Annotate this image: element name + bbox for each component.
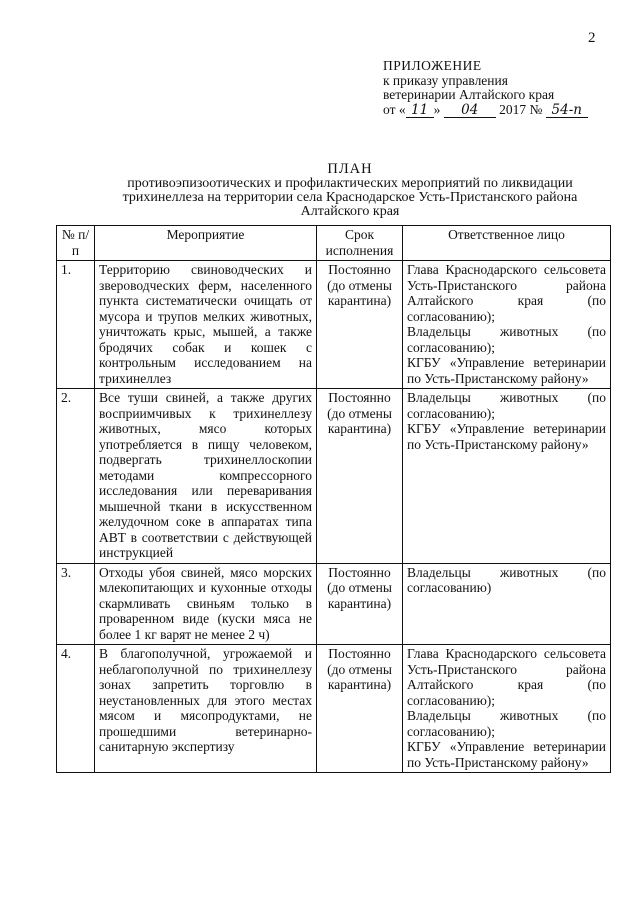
row-num: 4. [57, 645, 95, 773]
row-activity: В благополучной, угрожаемой и неблагополучной по трихинеллезу зонах запретить торговлю в неустановленных для этого местах мясом и мясопродуктами, не прошедшими ветеринарно-санитарную экспертизу [95, 645, 317, 773]
responsible-entry: Владельцы животных (по согласованию); [407, 708, 606, 739]
row-activity: Все туши свиней, а также других восприимчивых к трихинеллезу животных, мясо которых употребляется в пищу человеком, подвергать трихинеллоскопии методами компрессорного исследования или переваривания мышечной ткани в искусственном желудочном соке в аппаратах типа АВТ в соответствии с действующей инструкцией [95, 389, 317, 564]
table-row [57, 645, 611, 773]
row-activity: Отходы убоя свиней, мясо морских млекопитающих и кухонные отходы скармливать свиньям только в проваренном виде (куски мяса не более 1 кг варят не менее 2 ч) [95, 563, 317, 645]
row-responsible [403, 261, 611, 389]
responsible-entry: Владельцы животных (по согласованию) [407, 564, 606, 595]
plan-title-word: ПЛАН [327, 161, 373, 177]
row-num: 1. [57, 261, 95, 389]
table-row [57, 563, 611, 645]
responsible-entry: Владельцы животных (по согласованию); [407, 390, 606, 421]
row-responsible [403, 389, 611, 564]
row-num: 3. [57, 563, 95, 645]
table-row [57, 389, 611, 564]
date-year: 2017 № [499, 101, 543, 117]
header-responsible: Ответственное лицо [403, 226, 611, 261]
row-term: Постоянно (до отмены карантина) [317, 645, 403, 773]
row-term: Постоянно (до отмены карантина) [317, 261, 403, 389]
row-term: Постоянно (до отмены карантина) [317, 563, 403, 645]
row-activity: Территорию свиноводческих и звероводческих ферм, населенного пункта систематически очищать от мусора и трупов мелких животных, уничтожать крыс, мышей, а также бродячих собак и кошек с контрольным исследованием на трихинеллез [95, 261, 317, 389]
table-row [57, 261, 611, 389]
appendix-order-line: к приказу управления [383, 72, 508, 88]
row-responsible [403, 645, 611, 773]
responsible-entry: Владельцы животных (по согласованию); [407, 324, 606, 355]
header-term: Срок исполнения [317, 226, 403, 261]
handwritten-order-number: 54-п [546, 103, 588, 119]
plan-title [70, 162, 630, 219]
row-num: 2. [57, 389, 95, 564]
responsible-entry: Глава Краснодарского сельсовета Усть-Пристанского района Алтайского края (по согласованию); [407, 262, 606, 324]
date-prefix: от « [383, 101, 406, 117]
plan-table [56, 225, 611, 773]
appendix-department-line: ветеринарии Алтайского края [383, 87, 555, 102]
date-mid: » [433, 101, 441, 117]
responsible-entry: Глава Краснодарского сельсовета Усть-Пристанского района Алтайского края (по согласованию); [407, 646, 606, 708]
responsible-entry: КГБУ «Управление ветеринарии по Усть-Пристанскому району» [407, 421, 606, 452]
header-num: № п/п [57, 226, 95, 261]
appendix-date-line [383, 103, 588, 119]
header-activity: Мероприятие [95, 226, 317, 261]
plan-title-line-2: трихинеллеза на территории села Краснодарское Усть-Пристанского района [122, 190, 578, 205]
responsible-entry: КГБУ «Управление ветеринарии по Усть-Пристанскому району» [407, 355, 606, 386]
responsible-entry: КГБУ «Управление ветеринарии по Усть-Пристанскому району» [407, 739, 606, 770]
table-header-row [57, 226, 611, 261]
handwritten-day: 11 [406, 103, 434, 119]
plan-title-line-3: Алтайского края [300, 204, 400, 219]
appendix-heading: ПРИЛОЖЕНИЕ [383, 58, 482, 73]
row-responsible [403, 563, 611, 645]
handwritten-month: 04 [444, 103, 496, 119]
appendix-block [383, 59, 588, 118]
plan-title-line-1: противоэпизоотических и профилактических мероприятий по ликвидации [127, 176, 573, 191]
page-number: 2 [588, 30, 596, 46]
row-term: Постоянно (до отмены карантина) [317, 389, 403, 564]
